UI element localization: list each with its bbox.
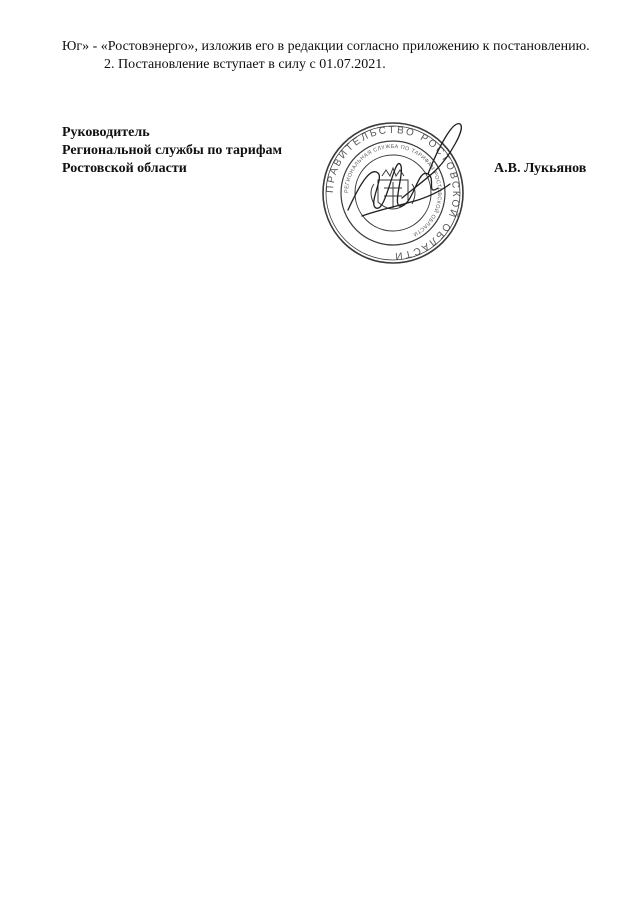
signatory-title-line-1: Руководитель — [62, 125, 150, 140]
seal-inner-text: РЕГИОНАЛЬНАЯ СЛУЖБА ПО ТАРИФАМ РОСТОВСКОЙ ОБЛАСТИ — [343, 143, 443, 238]
paragraph-effective-date: 2. Постановление вступает в силу с 01.07.2021. — [104, 57, 386, 72]
signatory-name: А.В. Лукьянов — [494, 161, 587, 176]
signatory-title-line-2: Региональной службы по тарифам — [62, 143, 283, 158]
seal-outer-text: ПРАВИТЕЛЬСТВО РОСТОВСКОЙ ОБЛАСТИ — [324, 124, 462, 262]
official-seal — [318, 118, 468, 268]
paragraph-continuation: Юг» - «Ростовэнерго», изложив его в редакции согласно приложению к постановлению. — [62, 39, 590, 54]
signatory-title-line-3: Ростовской области — [62, 161, 187, 176]
document-body — [62, 38, 594, 74]
signatory-title — [62, 124, 282, 178]
